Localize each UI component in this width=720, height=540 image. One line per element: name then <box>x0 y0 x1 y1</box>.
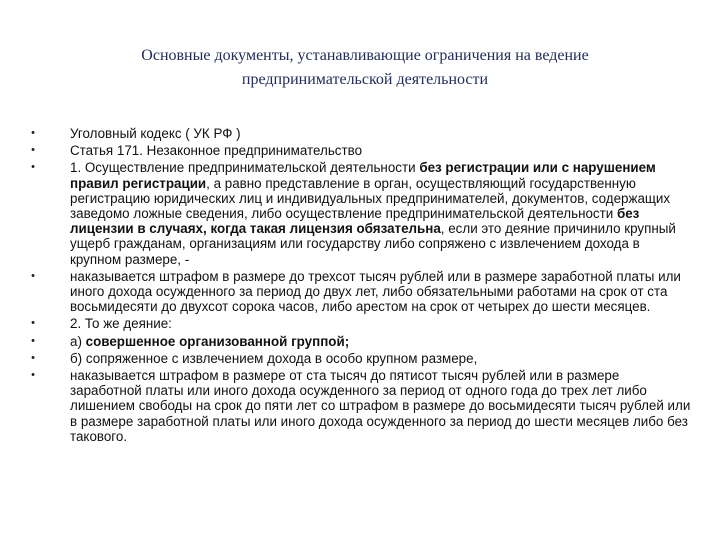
list-item-text: Уголовный кодекс ( УК РФ ) <box>70 126 241 141</box>
list-item-clause-2b <box>28 351 692 366</box>
bullet-icon: • <box>31 161 35 174</box>
clause-text-part: , если это деяние причинило крупный ущерб гражданам, организациям или государству либо сопряжено с извлечением дохода в крупном размере, - <box>70 221 676 267</box>
list-item-text: б) сопряженное с извлечением дохода в особо крупном размере, <box>70 350 478 366</box>
list-item-code <box>28 126 692 141</box>
bullet-icon: • <box>31 334 35 347</box>
bullet-icon: • <box>31 351 35 364</box>
list-item-clause-2 <box>28 316 692 331</box>
list-item-clause-1 <box>28 160 692 266</box>
list-item-clause-2a <box>28 334 692 349</box>
bullet-icon: • <box>31 317 35 330</box>
clause-text-part: , а равно представление в орган, осуществляющий государственную регистрацию юридических лиц и индивидуальных предпринимателей, документов, содержащих заведомо ложные сведения, либо осуществление предпринимательской деятельности <box>70 175 671 222</box>
list-item-text: 2. То же деяние: <box>70 316 172 332</box>
list-item-text: наказывается штрафом в размере до трехсот тысяч рублей или в размере заработной платы или иного дохода осужденного за период до двух лет, либо обязательными работами на срок от ста восьмидесяти до двухсот сорока часов, либо арестом на срок от четырех до шести месяцев. <box>70 268 681 315</box>
bullet-icon: • <box>31 144 35 157</box>
list-item-text <box>70 334 692 349</box>
list-item-text <box>70 160 692 266</box>
title-line-1: Основные документы, устанавливающие ограничения на ведение <box>141 47 589 64</box>
title-line-2: предпринимательской деятельности <box>241 71 489 88</box>
slide-title <box>60 44 670 92</box>
bullet-icon: • <box>31 127 35 139</box>
list-item-text: Статья 171. Незаконное предпринимательство <box>70 143 363 159</box>
list-item-text: наказывается штрафом в размере от ста тысяч до пятисот тысяч рублей или в размере заработной платы или иного дохода осужденного за период от одного года до трех лет либо лишением свободы на срок до пяти лет со штрафом в размере до восьмидесяти тысяч рублей или в размере заработной платы или иного дохода осужденного за период до шести месяцев либо без такового. <box>70 368 691 444</box>
clause-bold-organized-group: совершенное организованной группой; <box>85 333 350 349</box>
bullet-icon: • <box>31 269 35 282</box>
bullet-list <box>28 126 692 446</box>
clause-bold-no-registration: без регистрации или с нарушением правил регистрации <box>70 160 656 191</box>
bullet-icon: • <box>31 369 35 382</box>
clause-bold-no-license: без лицензии в случаях, когда такая лицензия обязательна <box>70 206 640 237</box>
list-item-penalty-2 <box>28 368 692 444</box>
clause-text-part: а) <box>70 333 86 349</box>
list-item-penalty-1 <box>28 269 692 315</box>
list-item-article <box>28 143 692 158</box>
clause-text-part: 1. Осуществление предпринимательской деятельности <box>70 160 420 176</box>
